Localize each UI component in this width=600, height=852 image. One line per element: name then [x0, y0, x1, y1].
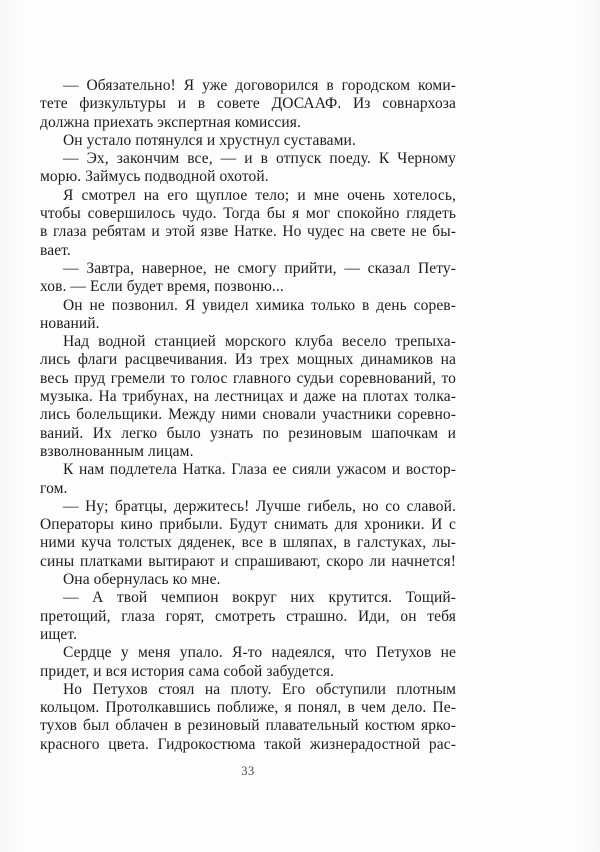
text-line: Он не позвонил. Я увидел химика только в день сорев-	[63, 296, 456, 314]
text-line: тете физкультуры и в совете ДОСААФ. Из совнархоза	[40, 95, 456, 113]
text-line: Но Петухов стоял на плоту. Его обступили плотным	[63, 680, 456, 698]
text-line: ищет.	[40, 625, 78, 643]
text-line: гом.	[40, 479, 68, 497]
text-line: — Обязательно! Я уже договорился в городском коми-	[63, 77, 456, 94]
text-line: должна приехать экспертная комиссия.	[40, 113, 301, 131]
text-line: лись болельщики. Между ними сновали участники соревно-	[40, 406, 456, 424]
text-line: взволнованным лицам.	[40, 442, 194, 460]
text-line: ваний. Их легко было узнать по резиновым шапочкам и	[40, 424, 456, 442]
text-line: Он устало потянулся и хрустнул суставами.	[63, 131, 356, 149]
text-line: тухов был облачен в резиновый плавательный костюм ярко-	[40, 717, 456, 735]
text-line: морю. Займусь подводной охотой.	[40, 168, 269, 186]
text-line: чтобы совершилось чудо. Тогда бы я мог спокойно глядеть	[40, 205, 456, 223]
text-line: — Эх, закончим все, — и в отпуск поеду. К Черному	[63, 150, 456, 168]
text-line: весь пруд гремели то голос главного судьи соревнований, то	[40, 369, 456, 387]
text-line: хов. — Если будет время, позвоню...	[40, 278, 284, 296]
text-line: К нам подлетела Натка. Глаза ее сияли ужасом и востор-	[63, 461, 456, 479]
text-line: Операторы кино прибыли. Будут снимать для хроники. И с	[40, 516, 456, 534]
text-line: — Ну; братцы, держитесь! Лучше гибель, но со славой.	[63, 497, 456, 515]
text-line: музыка. На трибунах, на лестницах и даже на плотах толка-	[40, 388, 456, 406]
text-line: нований.	[40, 314, 100, 332]
text-line: кольцом. Протолкавшись поближе, я понял, в чем дело. Пе-	[40, 699, 456, 717]
text-line: Я смотрел на его щуплое тело; и мне очень хотелось,	[63, 186, 456, 204]
text-line: претощий, глаза горят, смотреть страшно. Иди, он тебя	[40, 607, 456, 625]
text-line: вает.	[40, 241, 71, 259]
text-line: — Завтра, наверное, не смогу прийти, — сказал Пету-	[63, 259, 456, 277]
text-line: Она обернулась ко мне.	[63, 571, 221, 589]
text-line: ними куча толстых дяденек, все в шляпах, в галстуках, лы-	[40, 534, 456, 552]
text-line: Над водной станцией морского клуба весело трепыха-	[63, 333, 456, 351]
text-line: — А твой чемпион вокруг них крутится. Тощий-	[63, 589, 456, 607]
text-line: лись флаги расцвечивания. Из трех мощных динамиков на	[40, 351, 456, 369]
text-line: Сердце у меня упало. Я-то надеялся, что Петухов не	[63, 644, 456, 662]
text-line: в глаза ребятам и этой язве Натке. Но чудес на свете не бы-	[40, 223, 456, 241]
text-line: сины платками вытирают и спрашивают, скоро ли начнется!	[40, 552, 456, 570]
page-text	[40, 77, 456, 754]
page-number: 33	[241, 764, 255, 778]
text-line: придет, и вся история сама собой забудется.	[40, 662, 335, 680]
text-line: красного цвета. Гидрокостюма такой жизнерадостной рас-	[40, 735, 456, 753]
